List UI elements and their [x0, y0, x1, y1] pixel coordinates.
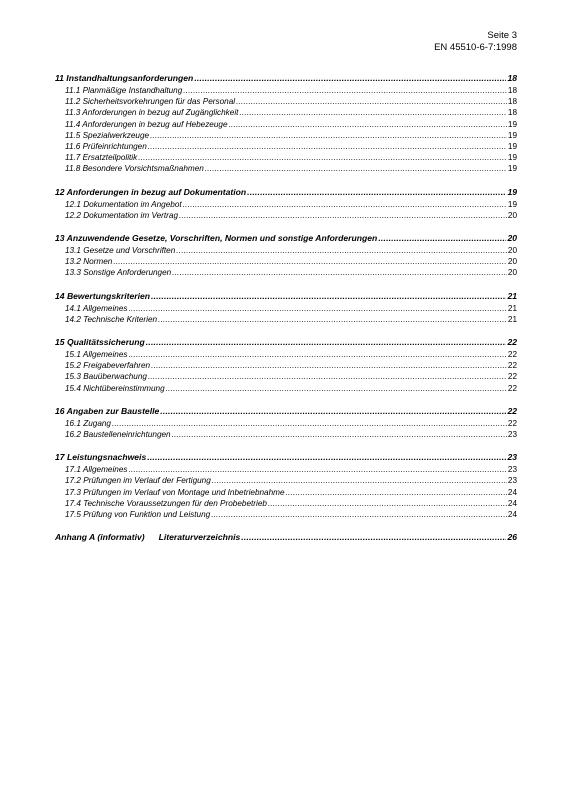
document-id: EN 45510-6-7:1998 — [434, 42, 517, 53]
annex-title: Literaturverzeichnis — [158, 532, 241, 543]
toc-entry[interactable] — [55, 349, 517, 360]
toc-entry[interactable] — [55, 210, 517, 221]
toc-entry[interactable] — [55, 141, 517, 152]
dot-leader — [148, 141, 507, 152]
toc-entry[interactable] — [55, 256, 517, 267]
dot-leader — [112, 418, 507, 429]
toc-page-number: 22 — [507, 405, 517, 416]
dot-leader — [236, 96, 507, 107]
toc-section-17 — [55, 450, 517, 520]
page-header — [434, 30, 517, 54]
toc-page-number: 19 — [507, 186, 517, 197]
toc-page-number: 19 — [507, 164, 517, 174]
dot-leader — [211, 509, 507, 520]
toc-entry-title: 17.5 Prüfung von Funktion und Leistung — [65, 510, 211, 520]
toc-entry[interactable] — [55, 267, 517, 278]
toc-entry[interactable] — [55, 96, 517, 107]
page-number: Seite 3 — [487, 30, 517, 41]
toc-page-number: 24 — [507, 510, 517, 520]
toc-section-15 — [55, 335, 517, 394]
toc-page-number: 18 — [507, 73, 517, 83]
dot-leader — [150, 130, 507, 141]
dot-leader — [148, 371, 507, 382]
toc-entry-title: 16.2 Baustelleneinrichtungen — [65, 430, 171, 440]
toc-entry[interactable] — [55, 383, 517, 394]
toc-entry[interactable] — [55, 418, 517, 429]
dot-leader — [151, 289, 506, 303]
toc-heading-title: 15 Qualitätssicherung — [55, 337, 145, 348]
toc-page-number: 19 — [507, 142, 517, 152]
dot-leader — [138, 152, 507, 163]
toc-entry[interactable] — [55, 303, 517, 314]
toc-page-number: 23 — [507, 452, 517, 463]
toc-page-number: 20 — [507, 268, 517, 278]
toc-heading[interactable] — [55, 231, 517, 245]
toc-page-number: 21 — [507, 303, 517, 313]
toc-entry[interactable] — [55, 130, 517, 141]
toc-page-number: 24 — [507, 498, 517, 508]
toc-entry[interactable] — [55, 245, 517, 256]
toc-entry-title: 11.3 Anforderungen in bezug auf Zugänglichkeit — [65, 108, 239, 118]
toc-section-16 — [55, 404, 517, 440]
toc-page-number: 21 — [507, 290, 517, 301]
toc-entry-title: 16.1 Zugang — [65, 418, 111, 428]
toc-entry-title: 11.2 Sicherheitsvorkehrungen für das Personal — [65, 97, 236, 107]
toc-entry[interactable] — [55, 314, 517, 325]
toc-heading[interactable] — [55, 289, 517, 303]
toc-page-number: 22 — [507, 337, 517, 348]
toc-page-number: 23 — [507, 465, 517, 475]
dot-leader — [129, 303, 507, 314]
toc-section-13 — [55, 231, 517, 279]
toc-page-number: 22 — [507, 361, 517, 371]
dot-leader — [194, 71, 506, 85]
dot-leader — [172, 267, 507, 278]
toc-section-11 — [55, 71, 517, 175]
dot-leader — [113, 256, 507, 267]
toc-entry-title: 11.4 Anforderungen in bezug auf Hebezeuge — [65, 119, 228, 129]
toc-page-number: 26 — [507, 532, 517, 543]
dot-leader — [268, 498, 507, 509]
toc-entry[interactable] — [55, 107, 517, 118]
toc-heading[interactable] — [55, 404, 517, 418]
toc-section-annex — [55, 530, 517, 544]
toc-page-number: 18 — [507, 97, 517, 107]
toc-entry-title: 14.2 Technische Kriterien — [65, 314, 158, 324]
dot-leader — [239, 107, 506, 118]
dot-leader — [183, 199, 507, 210]
dot-leader — [212, 475, 507, 486]
toc-entry-title: 12.1 Dokumentation im Angebot — [65, 199, 182, 209]
toc-entry-title: 11.8 Besondere Vorsichtsmaßnahmen — [65, 164, 204, 174]
toc-page-number: 19 — [507, 199, 517, 209]
toc-page-number: 23 — [507, 476, 517, 486]
toc-annex-entry[interactable] — [55, 530, 517, 544]
toc-entry-title: 12.2 Dokumentation im Vertrag — [65, 210, 179, 220]
toc-entry[interactable] — [55, 498, 517, 509]
toc-heading[interactable] — [55, 71, 517, 85]
dot-leader — [151, 360, 507, 371]
toc-entry-title: 15.1 Allgemeines — [65, 350, 128, 360]
toc-page-number: 24 — [507, 487, 517, 497]
annex-label: Anhang A (informativ) — [55, 532, 145, 543]
dot-leader — [147, 450, 506, 464]
dot-leader — [247, 185, 506, 199]
toc-entry-title: 11.7 Ersatzteilpolitik — [65, 153, 138, 163]
toc-section-12 — [55, 185, 517, 221]
toc-entry-title: 15.2 Freigabeverfahren — [65, 361, 151, 371]
toc-entry[interactable] — [55, 487, 517, 498]
dot-leader — [205, 163, 507, 174]
toc-page-number: 22 — [507, 418, 517, 428]
dot-leader — [146, 335, 507, 349]
toc-entry-title: 14.1 Allgemeines — [65, 303, 128, 313]
toc-page-number: 19 — [507, 130, 517, 140]
toc-entry-title: 17.3 Prüfungen im Verlauf von Montage und Inbetriebnahme — [65, 487, 285, 497]
toc-section-14 — [55, 289, 517, 325]
toc-page-number: 23 — [507, 430, 517, 440]
dot-leader — [229, 119, 507, 130]
dot-leader — [166, 383, 507, 394]
toc-entry-title: 17.1 Allgemeines — [65, 465, 128, 475]
toc-entry[interactable] — [55, 199, 517, 210]
toc-page-number: 22 — [507, 383, 517, 393]
toc-heading-title: 13 Anzuwendende Gesetze, Vorschriften, Normen und sonstige Anforderungen — [55, 233, 378, 244]
toc-heading-title: 17 Leistungsnachweis — [55, 452, 147, 463]
toc-entry[interactable] — [55, 85, 517, 96]
toc-entry[interactable] — [55, 464, 517, 475]
toc-entry[interactable] — [55, 509, 517, 520]
toc-entry[interactable] — [55, 119, 517, 130]
dot-leader — [241, 530, 506, 544]
dot-leader — [129, 464, 507, 475]
toc-heading-title: 16 Angaben zur Baustelle — [55, 405, 160, 416]
toc-heading[interactable] — [55, 450, 517, 464]
toc-heading-title: 12 Anforderungen in bezug auf Dokumentation — [55, 186, 247, 197]
toc-page-number: 20 — [507, 246, 517, 256]
toc-page-number: 21 — [507, 314, 517, 324]
toc-entry-title: 15.3 Bauüberwachung — [65, 372, 147, 382]
toc-heading-title: 11 Instandhaltungsanforderungen — [55, 73, 194, 83]
toc-page-number: 19 — [507, 153, 517, 163]
toc-heading[interactable] — [55, 335, 517, 349]
toc-page-number: 18 — [507, 108, 517, 118]
toc-entry[interactable] — [55, 152, 517, 163]
toc-entry[interactable] — [55, 429, 517, 440]
dot-leader — [286, 487, 507, 498]
toc-entry-title: 11.6 Prüfeinrichtungen — [65, 142, 147, 152]
toc-page-number: 18 — [507, 86, 517, 95]
toc-entry-title: 11.5 Spezialwerkzeuge — [65, 130, 150, 140]
dot-leader — [172, 429, 507, 440]
dot-leader — [160, 404, 506, 418]
toc-page-number: 22 — [507, 372, 517, 382]
table-of-contents — [55, 71, 517, 554]
dot-leader — [378, 231, 506, 245]
toc-page-number: 20 — [507, 233, 517, 244]
toc-page-number: 22 — [507, 350, 517, 360]
toc-entry-title: 17.4 Technische Voraussetzungen für den Probebetrieb — [65, 498, 267, 508]
toc-heading-title: 14 Bewertungskriterien — [55, 290, 151, 301]
toc-page-number: 20 — [507, 257, 517, 267]
toc-entry-title: 15.4 Nichtübereinstimmung — [65, 383, 165, 393]
dot-leader — [179, 210, 507, 221]
toc-page-number: 20 — [507, 210, 517, 220]
toc-entry[interactable] — [55, 371, 517, 382]
toc-heading[interactable] — [55, 185, 517, 199]
toc-entry[interactable] — [55, 163, 517, 174]
dot-leader — [129, 349, 507, 360]
toc-entry-title: 13.1 Gesetze und Vorschriften — [65, 246, 176, 256]
toc-entry-title: 13.2 Normen — [65, 257, 113, 267]
dot-leader — [176, 245, 507, 256]
toc-entry[interactable] — [55, 475, 517, 486]
toc-entry-title: 17.2 Prüfungen im Verlauf der Fertigung — [65, 476, 211, 486]
dot-leader — [158, 314, 507, 325]
toc-entry-title: 11.1 Planmäßige Instandhaltung — [65, 86, 183, 95]
toc-entry-title: 13.3 Sonstige Anforderungen — [65, 268, 172, 278]
toc-annex-title-group — [55, 530, 240, 544]
toc-entry[interactable] — [55, 360, 517, 371]
toc-page-number: 19 — [507, 119, 517, 129]
dot-leader — [183, 85, 507, 96]
